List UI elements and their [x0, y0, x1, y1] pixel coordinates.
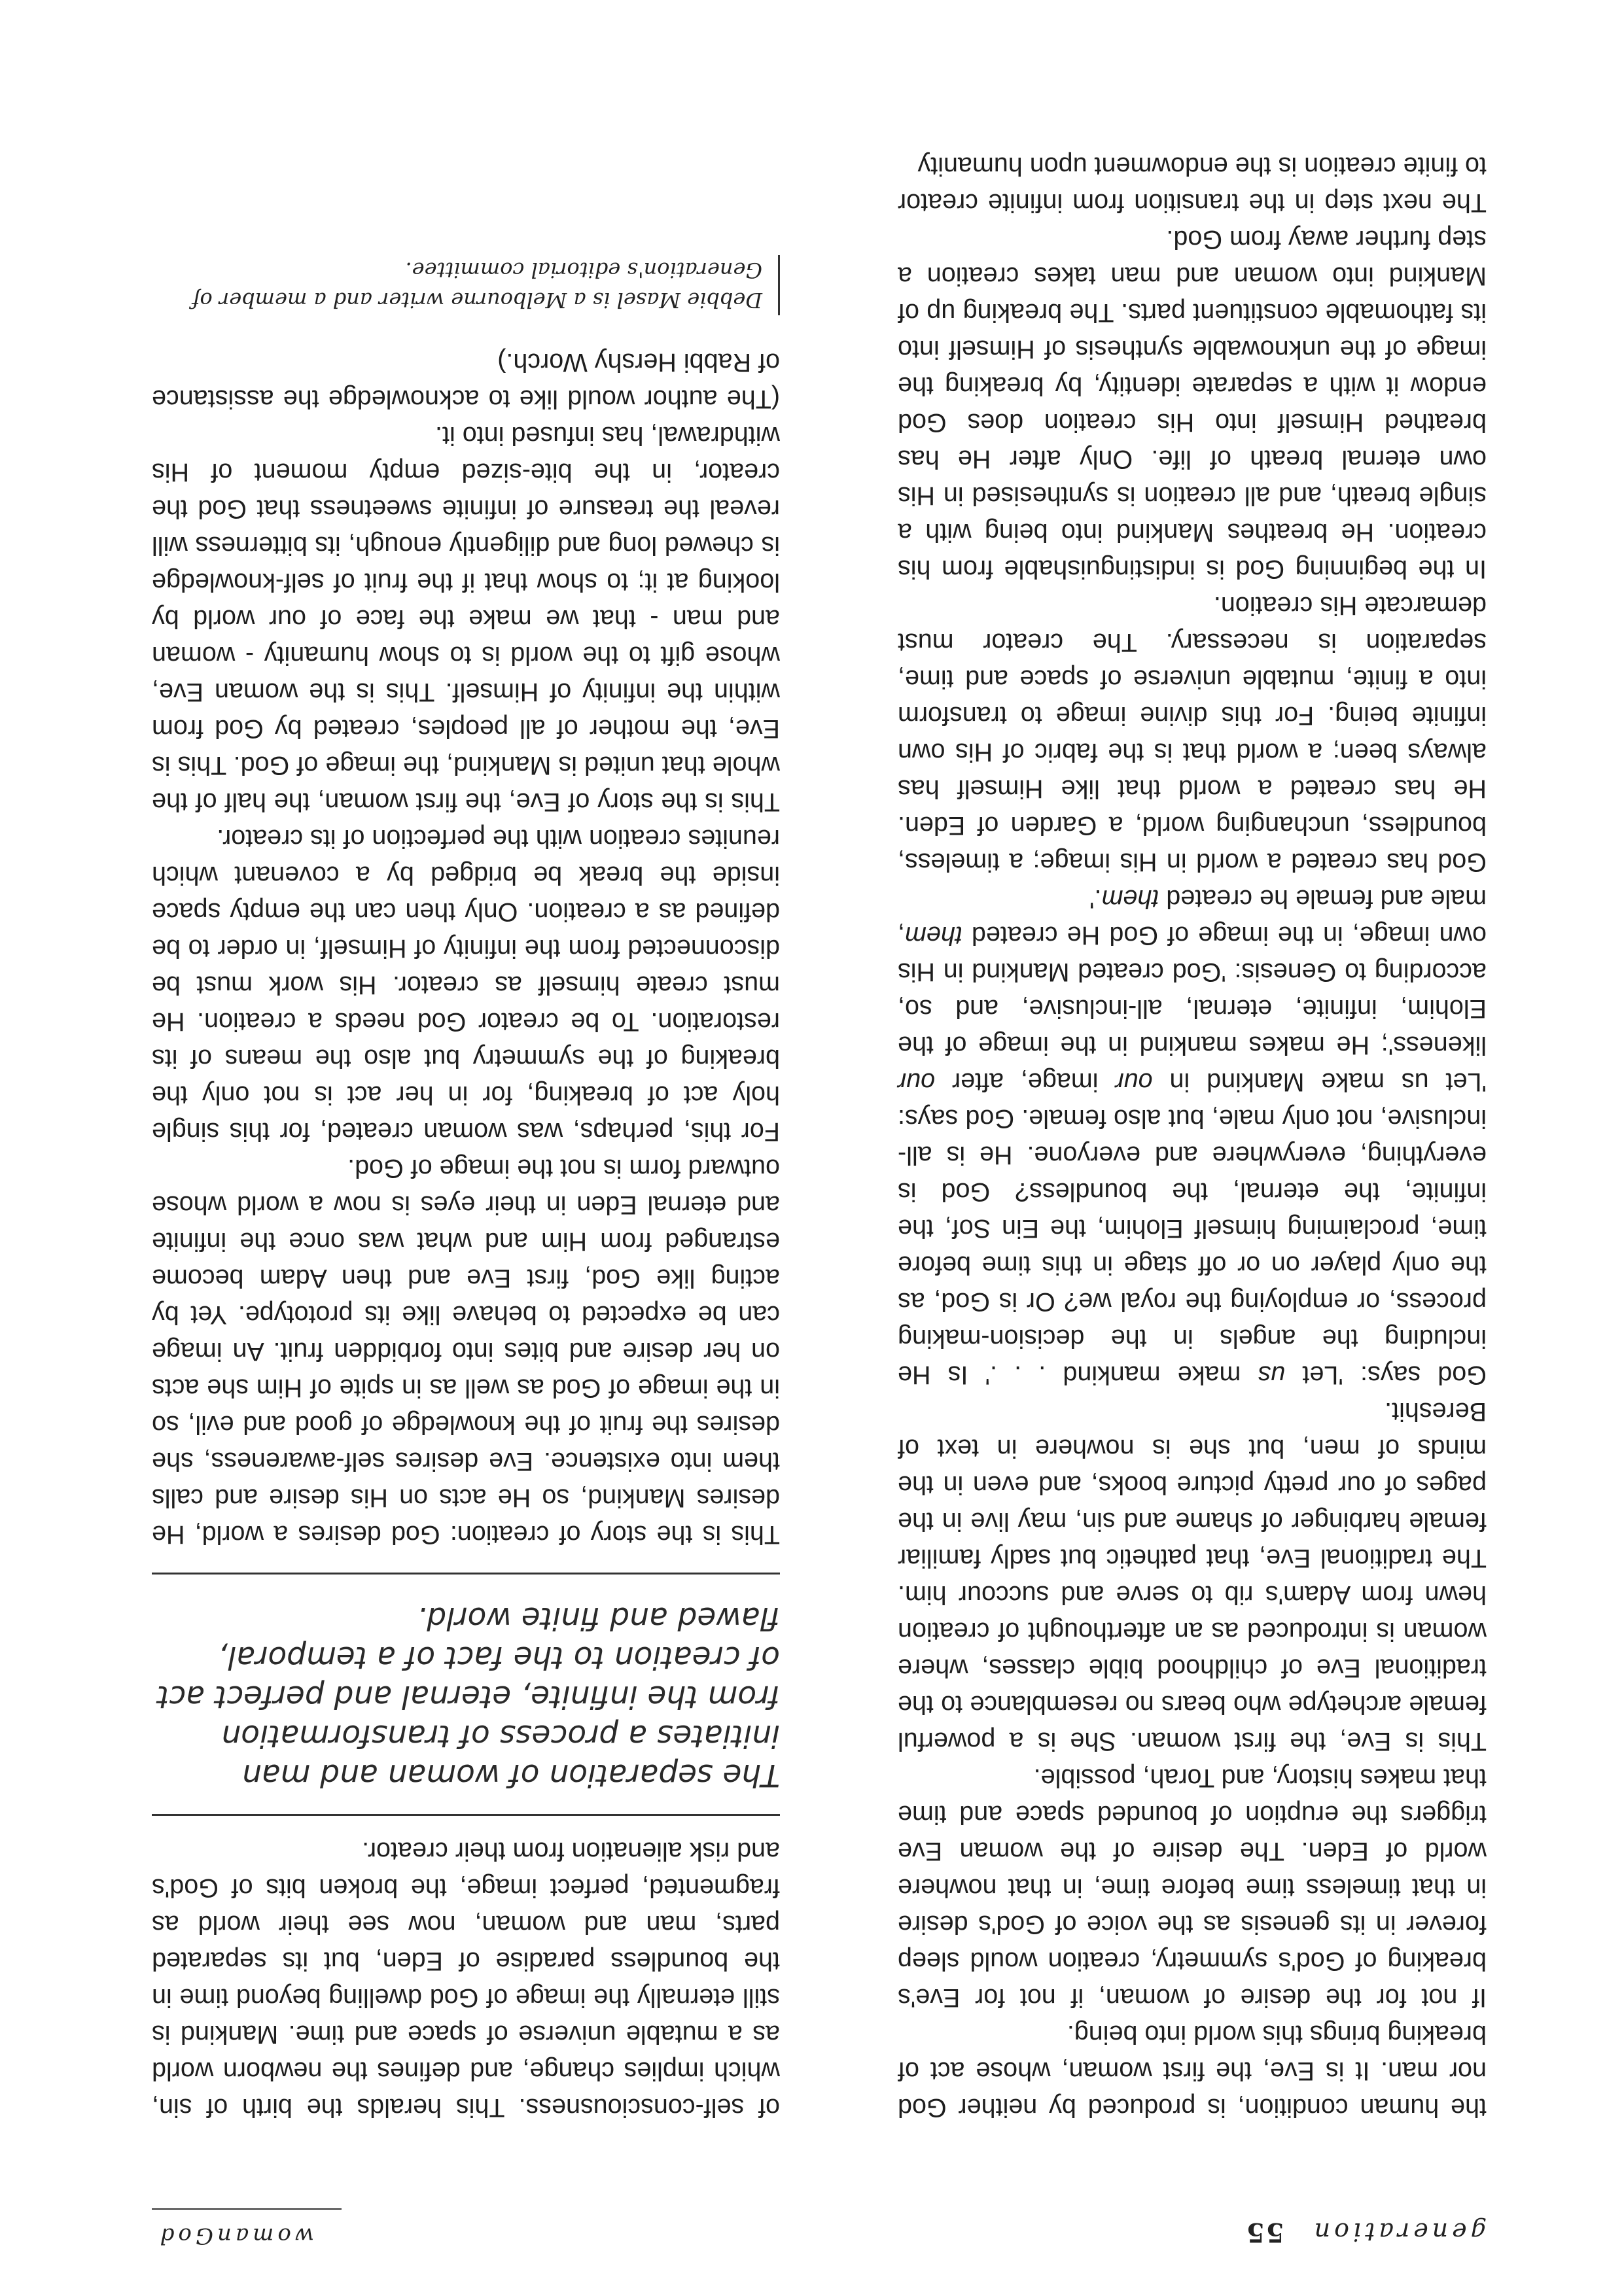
paragraph: This is the story of Eve, the first woman, the half of the whole that united is Mankind, the image of God. This is Eve, the mother of all peoples, created by God from within the infinity of Himself. This is the woman Eve, whose gift to the world is to show humanity - woman and man - that we make the face of our world by looking at it; to show that if the fruit of self-knowledge is chewed long and diligently enough, its bitterness will reveal the treasure of infinite sweetness that God the creator, in the bite-sized empty moment of His withdrawal, has infused into it. [152, 421, 780, 816]
paragraph: of self-consciousness. This heralds the birth of sin, which implies change, and defines the newborn world as a mutable universe of space and time. Mankind is still eternally the image of God dwelling beyond time in the boundless paradise of Eden, but its separated parts, man and woman, now see their world as fragmented, perfect image, the broken bits of God's and risk alienation from their creator. [152, 1837, 780, 2122]
author-bio: Debbie Masel is a Melbourne writer and a member of Generation's editorial committee. [152, 255, 780, 315]
paragraph: If not for the desire of woman, if not for Eve's breaking of God's symmetry, creation would sleep forever in its genesis as the voice of God's desire in that timeless time before time, in that nowhere world of Eden. The desire of the woman Eve triggers the eruption of bounded space and time that makes history, and Torah, possible. [898, 1764, 1487, 2012]
paragraph: This is the story of creation: God desires a world, He desires Mankind, so He acts on His desire and calls them into existence. Eve desires self-awareness, she desires the fruit of the knowledge of good and evil, so in the image of God as well as in spite of Him she acts on her desire and bites into forbidden fruit. An image can be expected to behave like its prototype. Yet by acting like God, first Eve and then Adam become estranged from Him and what was once the infinite and eternal Eden in their eyes is now a world whose outward form is not the image of God. [152, 1154, 780, 1549]
paragraph: God says: 'Let us make mankind . . .' Is He including the angels in the decision-making process, or employing the royal we? Or is God, as the only player on or off stage in this time before time, proclaiming himself Elohim, the Ein Sof, the infinite, the eternal, the boundless? God is everything, everywhere and everyone. He is all-inclusive, not only male, but also female. God says: 'Let us make Mankind in our image, after our likeness'; He makes mankind in the image of the Elohim, infinite, eternal, all-inclusive, and so, according to Genesis: 'God created Mankind in His own image, in the image of God He created them, male and female he created them.' [898, 884, 1487, 1389]
paragraph: In the beginning God is indistinguishable from his creation. He breathes Mankind into being with a single breath, and all creation is synthesised in His own eternal breath of life. Only after He has breathed Himself into His creation does God endow it with a separate identity, by breaking the image of the unknowable synthesis of Himself into its fathomable constituent parts. The breaking up of Mankind into woman and man takes creation a step further away from God. [898, 225, 1487, 583]
article-column-right [152, 255, 780, 2126]
paragraph: God has created a world in His image; a timeless, boundless, unchanging world, a Garden of Eden. He has created a world that like Himself has always been; a world that is the fabric of His own infinite being. For this divine image to transform into a finite, mutable universe of space and time, separation is necessary. The creator must demarcate His creation. [898, 591, 1487, 877]
paragraph: the human condition, is produced by neither God nor man. It is Eve, the first woman, whose act of breaking brings this world into being. [898, 2020, 1487, 2122]
running-head-right [156, 2223, 314, 2249]
article-column-left [898, 148, 1487, 2126]
running-head-left [1245, 2217, 1487, 2248]
paragraph: This is Eve, the first woman. She is a powerful female archetype who bears no resemblance to the traditional Eve of childhood bible classes, where woman is introduced as an afterthought of creation hewn from Adam's rib to serve and succour him. The traditional Eve, that pathetic but sadly familiar female harbinger of shame and sin, may live in the pages of our pretty picture books, and even in the minds of men, but she is nowhere in text of Bereshit. [898, 1397, 1487, 1756]
running-head-section: womanGod [156, 2223, 314, 2249]
acknowledgement: (The author would like to acknowledge the assistance of Rabbi Hershy Worch.) [152, 348, 780, 413]
paragraph: For this, perhaps, was woman created, for this single holy act of breaking, for in her act is not only the breaking of the symmetry but also the means of its restoration. To be creator God needs a creation. He must create himself as creator. His work must be disconnected from the infinity of Himself, in order to be defined as a creation. Only then can the empty space inside the break be bridged by a covenant which reunites creation with the perfection of its creator. [152, 824, 780, 1146]
pull-quote: The separation of woman and man initiates a process of transformation from the infinite, eternal and perfect act of creation to the fact of a temporal, flawed and finite world. [152, 1573, 780, 1816]
page-number: 55 [1244, 2217, 1284, 2248]
running-head-rule [152, 2208, 342, 2210]
paragraph: The next step in the transition from infinite creator to finite creation is the endowment upon humanity [898, 152, 1487, 217]
running-head-title: generation [1310, 2218, 1487, 2246]
